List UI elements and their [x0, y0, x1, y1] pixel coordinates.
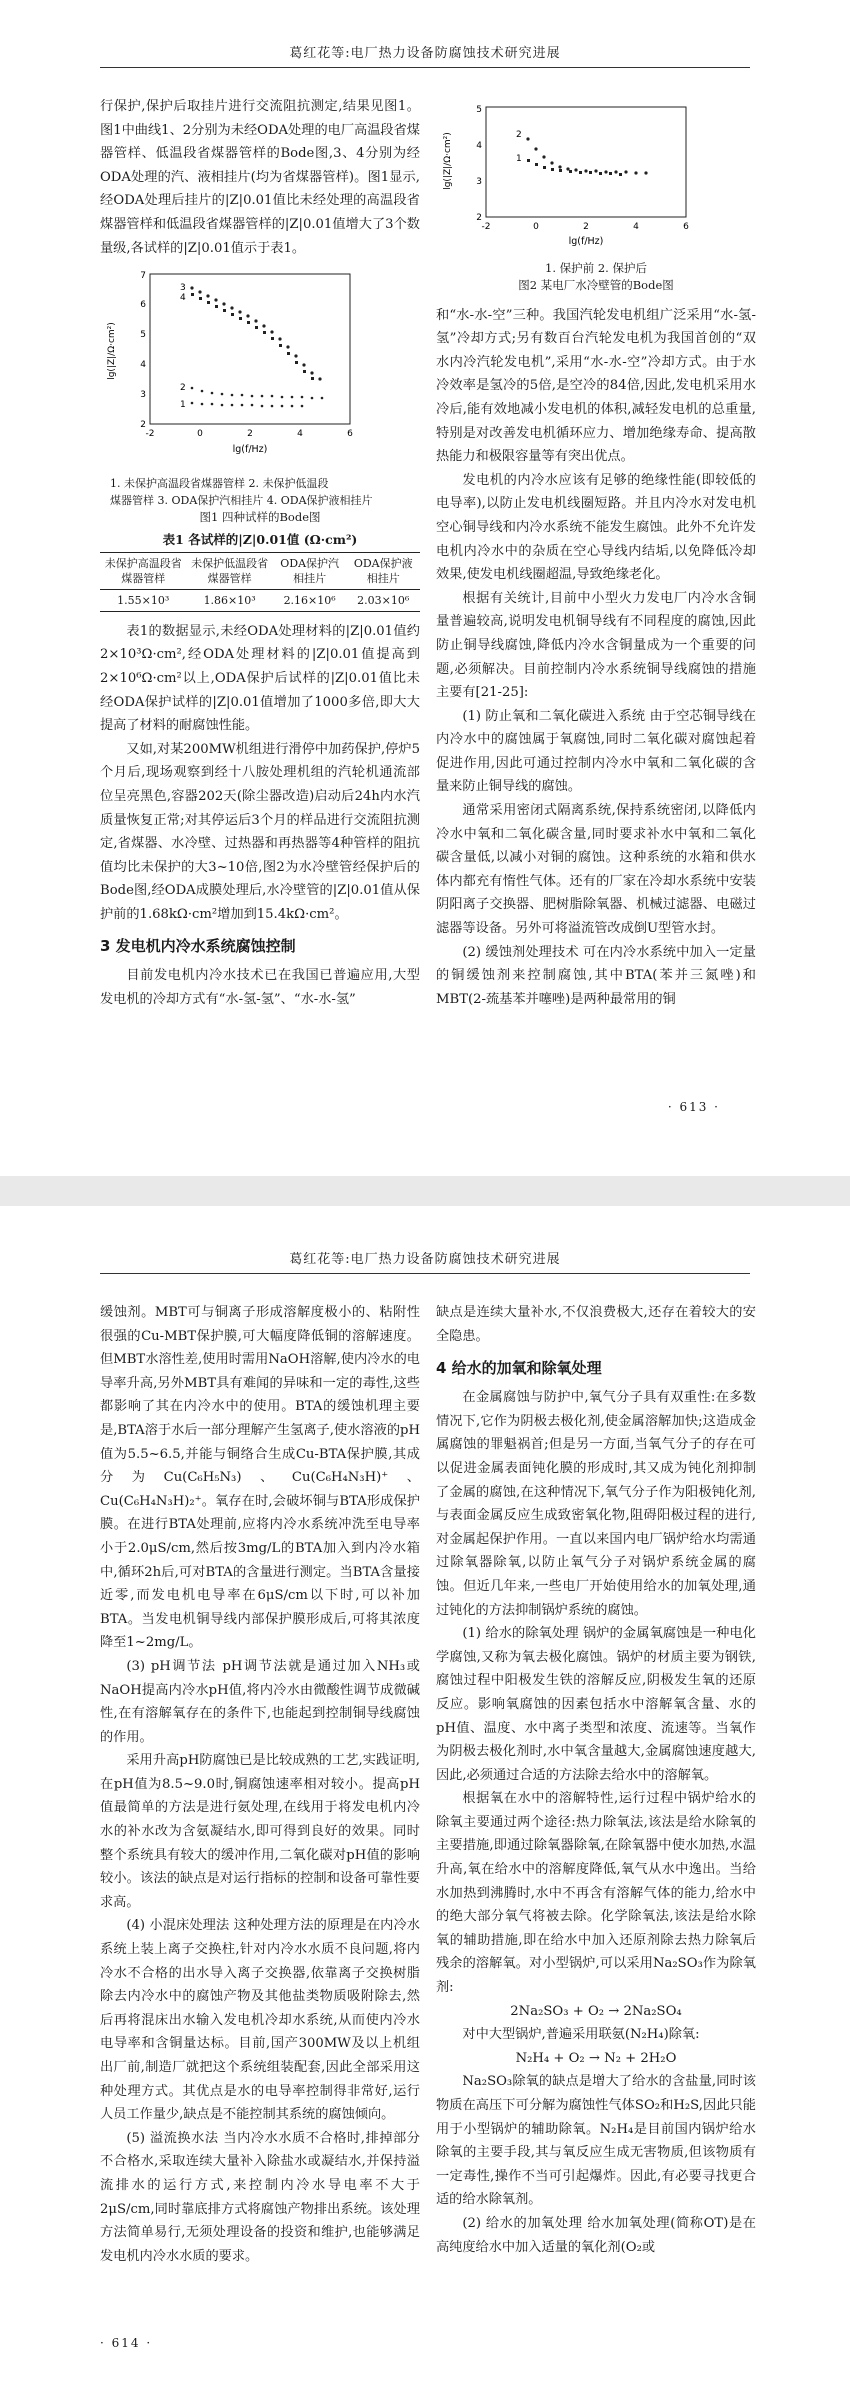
y-tick: 5	[476, 105, 482, 115]
equation-2: N₂H₄ + O₂ → N₂ + 2H₂O	[515, 2050, 677, 2066]
paragraph: 行保护,保护后取挂片进行交流阻抗测定,结果见图1。图1中曲线1、2分别为未经ODA处理的电厂高温段省煤器管样、低温段省煤器管样的Bode图,3、4分别为经ODA处理的汽、液相挂片(均为省煤器管样)。图1显示,经ODA处理后挂片的|Z|0.01值比未经处理的高温段省煤器管样和低温段省煤器管样的|Z|0.01值增大了3个数量级,各试样的|Z|0.01值示于表1。	[100, 99, 420, 256]
table-cell: 2.03×10⁶	[346, 589, 420, 611]
paragraph: 发电机的内冷水应该有足够的绝缘性能(即较低的电导率),以防止发电机线圈短路。并且内冷水对发电机空心铜导线和内冷水系统不能发生腐蚀。此外不允许发电机内冷水中的杂质在空心导线内结垢,以免降低冷却效果,使发电机线圈超温,导致绝缘老化。	[436, 472, 756, 583]
y-tick: 3	[476, 177, 482, 187]
figure-2-caption: 图2 某电厂水冷壁管的Bode图	[518, 277, 674, 292]
y-tick: 2	[140, 420, 146, 431]
x-axis-label: lg(f/Hz)	[568, 236, 604, 247]
y-tick: 5	[140, 330, 146, 341]
y-tick: 7	[140, 271, 146, 282]
figure-1-legend-line: 1. 未保护高温段省煤器管样 2. 未保护低温段	[110, 476, 329, 490]
curve-label: 3	[180, 283, 186, 294]
page-613	[0, 0, 850, 1176]
left-column	[100, 95, 420, 1012]
table-header-cell: 未保护高温段省煤器管样	[100, 552, 186, 589]
table-row	[100, 589, 420, 611]
right-column	[436, 1301, 756, 2259]
paragraph: 通常采用密闭式隔离系统,保持系统密闭,以降低内冷水中氧和二氧化碳含量,同时要求补水中氧和二氧化碳含量低,以减小对铜的腐蚀。这种系统的水箱和供水体内都充有惰性气体。还有的厂家在冷却水系统中安装阴阳离子交换器、肥树脂除氧器、机械过滤器、电磁过滤器等设备。另外可将溢流管改成倒U型管水封。	[436, 803, 756, 937]
paragraph: (3) pH调节法 pH调节法就是通过加入NH₃或NaOH提高内冷水pH值,将内冷水由微酸性调节成微碱性,在有溶解氧存在的条件下,也能起到控制铜导线腐蚀的作用。	[100, 1658, 420, 1745]
table-cell: 1.55×10³	[100, 589, 186, 611]
equation-1: 2Na₂SO₃ + O₂ → 2Na₂SO₄	[510, 2003, 682, 2019]
paragraph: (4) 小混床处理法 这种处理方法的原理是在内冷水系统上装上离子交换柱,针对内冷水水质不良问题,将内冷水不合格的出水导入离子交换器,依靠离子交换树脂除去内冷水中的腐蚀产物及其他盐类物质吸附除去,然后再将混床出水输入发电机冷却水系统,从而使内冷水电导率和含铜量达标。目前,国产300MW及以上机组出厂前,制造厂就把这个系统组装配套,因此全部采用这种处理方式。其优点是水的电导率控制得非常好,运行人员工作量少,缺点是不能控制其系统的腐蚀倾向。	[100, 1918, 420, 2123]
table-header-cell: ODA保护液相挂片	[346, 552, 420, 589]
table-1-title: 表1 各试样的|Z|0.01值 (Ω·cm²)	[162, 531, 358, 547]
figure-1-caption: 图1 四种试样的Bode图	[199, 509, 321, 524]
equation-lead: 对中大型锅炉,普遍采用联氨(N₂H₄)除氧:	[462, 2027, 700, 2043]
paragraph: 采用升高pH防腐蚀已是比较成熟的工艺,实践证明,在pH值为8.5~9.0时,铜腐蚀速率相对较小。提高pH值最简单的方法是进行氨处理,在线用于将发电机内冷水的补水改为含氨凝结水,即可得到良好的效果。同时整个系统具有较大的缓冲作用,二氧化碳对pH值的影响较小。该法的缺点是对运行指标的控制和设备可靠性要求高。	[100, 1753, 420, 1910]
table-1	[100, 552, 420, 612]
paragraph: 在金属腐蚀与防护中,氧气分子具有双重性:在多数情况下,它作为阴极去极化剂,使金属溶解加快;这造成金属腐蚀的罪魁祸首;但是另一方面,当氧气分子的存在可以促进金属表面钝化膜的形成时,其又成为钝化剂抑制了金属的腐蚀,在这种情况下,氧气分子作为阳极钝化剂,与表面金属反应生成致密氧化物,阻碍阳极过程的进行,对金属起保护作用。一直以来国内电厂锅炉给水均需通过除氧器除氧,以防止氧气分子对锅炉系统金属的腐蚀。但近几年来,一些电厂开始使用给水的加氧处理,通过钝化的方法抑制锅炉系统的腐蚀。	[436, 1390, 756, 1618]
paragraph: (1) 防止氧和二氧化碳进入系统 由于空芯铜导线在内冷水中的腐蚀属于氧腐蚀,同时二氧化碳对腐蚀起着促进作用,因此可通过控制内冷水中氧和二氧化碳的含量来防止铜导线的腐蚀。	[436, 708, 756, 795]
paragraph: (1) 给水的除氧处理 锅炉的金属氧腐蚀是一种电化学腐蚀,又称为氧去极化腐蚀。锅炉的材质主要为钢铁,腐蚀过程中阳极发生铁的溶解反应,阴极发生氧的还原反应。影响氧腐蚀的因素包括水中溶解氧含量、水的pH值、温度、水中离子类型和浓度、流速等。当氧作为阴极去极化剂时,水中氧含量越大,金属腐蚀速度越大,因此,必须通过合适的方法除去给水中的溶解氧。	[436, 1626, 756, 1783]
section-3-heading: 3 发电机内冷水系统腐蚀控制	[100, 937, 296, 956]
right-column	[436, 95, 756, 1011]
section-4-heading: 4 给水的加氧和除氧处理	[436, 1359, 602, 1378]
curve-label: 2	[516, 130, 522, 140]
paragraph: 缺点是连续大量补水,不仅浪费极大,还存在着较大的安全隐患。	[436, 1305, 756, 1344]
x-tick: -2	[145, 429, 155, 440]
paragraph: 表1的数据显示,未经ODA处理材料的|Z|0.01值约2×10³Ω·cm²,经ODA处理材料的|Z|0.01值提高到2×10⁶Ω·cm²以上,ODA保护后试样的|Z|0.01值比未经ODA保护试样的|Z|0.01值增加了1000多倍,即大大提高了材料的耐腐蚀性能。	[100, 623, 420, 734]
paragraph: 和“水-水-空”三种。我国汽轮发电机组广泛采用“水-氢-氢”冷却方式;另有数百台汽轮发电机为我国首创的“双水内冷汽轮发电机”,采用“水-水-空”冷却方式。由于水冷效率是氢冷的5倍,是空冷的84倍,因此,发电机采用水冷后,能有效地减小发电机的体积,减轻发电机的总重量,特别是对改善发电机循环应力、增加绝缘寿命、提高散热能力和极限容量等有突出优点。	[436, 307, 756, 465]
paragraph: 目前发电机内冷水技术已在我国已普遍应用,大型发电机的冷却方式有“水-氢-氢”、“水-水-氢”	[100, 968, 420, 1008]
y-axis-label: lg(|Z|/Ω·cm²)	[107, 322, 117, 380]
paragraph: 根据有关统计,目前中小型火力发电厂内冷水含铜量普遍较高,说明发电机铜导线有不同程度的腐蚀,因此防止铜导线腐蚀,降低内冷水含铜量成为一个重要的问题,必须解决。目前控制内冷水系统铜导线腐蚀的措施主要有[21-25]:	[436, 590, 756, 701]
running-head: 葛红花等:电厂热力设备防腐蚀技术研究进展	[100, 42, 750, 68]
table-cell: 1.86×10³	[186, 589, 272, 611]
x-tick: 2	[247, 429, 253, 440]
page-number: · 613 ·	[667, 1100, 720, 1114]
paragraph: 又如,对某200MW机组进行滑停中加药保护,停炉5个月后,现场观察到经十八胺处理机组的汽轮机通流部位呈亮黑色,容器202天(除尘器改造)启动后24h内水汽质量恢复正常;对其停运后3个月的样品进行交流阻抗测定,省煤器、水冷壁、过热器和再热器等4种管样的阻抗值均比未保护的大3~10倍,图2为水冷壁管经保护后的Bode图,经ODA成膜处理后,水冷壁管的|Z|0.01值从保护前的1.68kΩ·cm²增加到15.4kΩ·cm²。	[100, 741, 420, 922]
x-tick: 6	[683, 222, 689, 232]
curve-label: 1	[180, 400, 186, 411]
y-tick: 4	[140, 360, 146, 371]
figure-2-plot	[436, 101, 756, 251]
curve-label: 4	[180, 293, 186, 304]
table-header-row	[100, 552, 420, 589]
page-number: · 614 ·	[100, 2336, 153, 2350]
x-tick: 2	[583, 222, 589, 232]
running-head: 葛红花等:电厂热力设备防腐蚀技术研究进展	[100, 1248, 750, 1274]
left-column	[100, 1301, 420, 2268]
paragraph: 缓蚀剂。MBT可与铜离子形成溶解度极小的、粘附性很强的Cu-MBT保护膜,可大幅度降低铜的溶解速度。但MBT水溶性差,使用时需用NaOH溶解,使内冷水的电导率升高,另外MBT具有难闻的异味和一定的毒性,这些都影响了其在内冷水中的使用。BTA的缓蚀机理主要是,BTA溶于水后一部分理解产生氢离子,使水溶液的pH值为5.5~6.5,并能与铜络合生成Cu-BTA保护膜,其成分为Cu(C₆H₅N₃)、Cu(C₆H₄N₃H)⁺、Cu(C₆H₄N₃H)₂⁺。氧存在时,会破坏铜与BTA形成保护膜。在进行BTA处理前,应将内冷水系统冲洗至电导率小于2.0μS/cm,然后按3mg/L的BTA加入到内冷水箱中,循环2h后,可对BTA的含量进行测定。当BTA含量接近零,而发电机电导率在6μS/cm以下时,可以补加BTA。当发电机铜导线内部保护膜形成后,可将其浓度降至1~2mg/L。	[100, 1305, 420, 1651]
paragraph: Na₂SO₃除氧的缺点是增大了给水的含盐量,同时该物质在高压下可分解为腐蚀性气体SO₂和H₂S,因此只能用于小型锅炉的辅助除氧。N₂H₄是目前国内锅炉给水除氧的主要手段,其与氧反应生成无害物质,但该物质有一定毒性,操作不当可引起爆炸。因此,有必要寻找更合适的给水除氧剂。	[436, 2074, 756, 2208]
figure-1-legend-line: 煤器管样 3. ODA保护汽相挂片 4. ODA保护液相挂片	[110, 493, 373, 507]
table-header-cell: ODA保护汽相挂片	[273, 552, 347, 589]
x-tick: 6	[347, 429, 353, 440]
figure-2-legend: 1. 保护前 2. 保护后	[545, 260, 647, 275]
y-axis-label: lg(|Z|/Ω·cm²)	[443, 132, 453, 190]
x-axis-label: lg(f/Hz)	[232, 444, 268, 456]
x-tick: 4	[633, 222, 639, 232]
paragraph: (5) 溢流换水法 当内冷水水质不合格时,排掉部分不合格水,采取连续大量补入除盐水或凝结水,并保持溢流排水的运行方式,来控制内冷水导电率不大于2μS/cm,同时靠底排方式将腐蚀产物排出系统。该处理方法简单易行,无须处理设备的投资和维护,也能够满足发电机内冷水水质的要求。	[100, 2130, 420, 2264]
figure-1	[100, 266, 420, 526]
x-tick: -2	[481, 222, 491, 232]
figure-1-legend	[100, 475, 420, 509]
page-614	[0, 1206, 850, 2387]
y-tick: 2	[476, 213, 482, 223]
y-tick: 4	[476, 141, 482, 151]
paragraph: (2) 给水的加氧处理 给水加氧处理(简称OT)是在高纯度给水中加入适量的氧化剂(O₂或	[436, 2215, 756, 2255]
paragraph: (2) 缓蚀剂处理技术 可在内冷水系统中加入一定量的铜缓蚀剂来控制腐蚀,其中BTA(苯并三氮唑)和MBT(2-巯基苯并噻唑)是两种最常用的铜	[436, 944, 756, 1007]
figure-1-plot	[100, 266, 420, 466]
paragraph: 根据氧在水中的溶解特性,运行过程中锅炉给水的除氧主要通过两个途径:热力除氧法,该法是给水除氧的主要措施,即通过除氧器除氧,在除氧器中使水加热,水温升高,氧在给水中的溶解度降低,氧气从水中逸出。当给水加热到沸腾时,水中不再含有溶解气体的能力,给水中的绝大部分氧气将被去除。化学除氧法,该法是给水除氧的辅助措施,即在给水中加入还原剂除去热力除氧后残余的溶解氧。对小型锅炉,可以采用Na₂SO₃作为除氧剂:	[436, 1791, 756, 1996]
table-header-cell: 未保护低温段省煤器管样	[186, 552, 272, 589]
y-tick: 3	[140, 390, 146, 401]
curve-label: 1	[516, 154, 522, 164]
y-tick: 6	[140, 300, 146, 311]
x-tick: 4	[297, 429, 303, 440]
figure-2	[436, 101, 756, 294]
x-tick: 0	[197, 429, 203, 440]
curve-label: 2	[180, 383, 186, 394]
x-tick: 0	[533, 222, 539, 232]
table-cell: 2.16×10⁶	[273, 589, 347, 611]
